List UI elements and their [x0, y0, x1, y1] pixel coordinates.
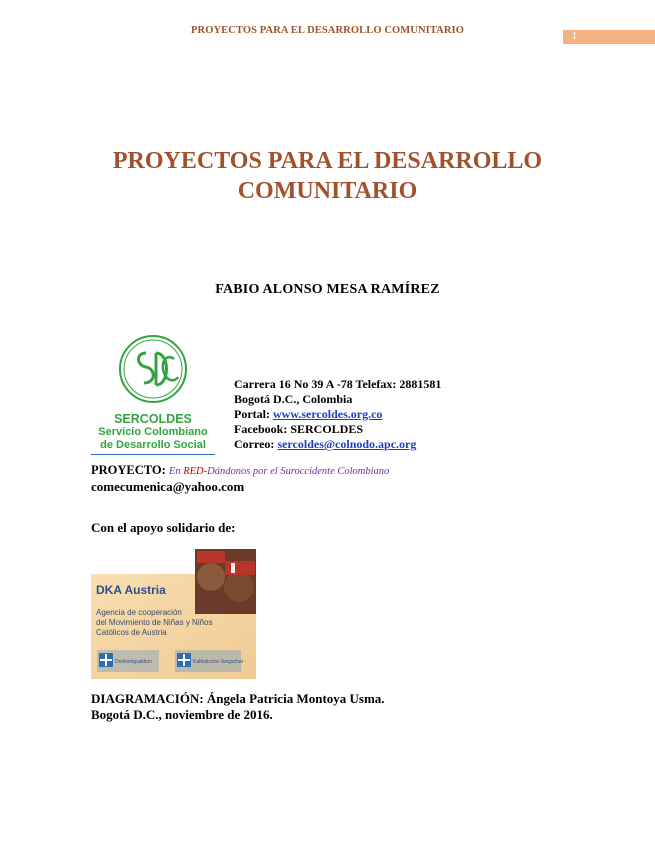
logo-name: SERCOLDES — [114, 412, 192, 426]
facebook-line: Facebook: SERCOLDES — [234, 422, 364, 436]
title-line-2: COMUNITARIO — [237, 178, 418, 204]
author-name: FABIO ALONSO MESA RAMÍREZ — [215, 282, 440, 297]
mail-label: Correo: — [234, 437, 275, 451]
dka-banner-image — [91, 549, 256, 679]
document-title — [60, 146, 595, 206]
mail-link[interactable]: sercoldes@colnodo.apc.org — [277, 437, 417, 451]
tagline-suffix: -Dándonos por el Suroccidente Colombiano — [203, 466, 390, 477]
portal-link[interactable]: www.sercoldes.org.co — [272, 407, 383, 421]
dka-badge-2: Katholische Jungschar — [193, 659, 244, 665]
support-label: Con el apoyo solidario de: — [91, 520, 236, 535]
city: Bogotá D.C., Colombia — [234, 392, 353, 406]
dka-desc-2: del Movimiento de Niñas y Niños — [96, 618, 213, 627]
mail-line — [234, 437, 441, 452]
logo-line-1: Servicio Colombiano — [98, 426, 208, 438]
portal-line — [234, 407, 441, 422]
project-email: comecumenica@yahoo.com — [91, 479, 245, 494]
dka-austria-logo — [91, 549, 256, 679]
logo-underline — [91, 454, 215, 455]
title-line-1: PROYECTOS PARA EL DESARROLLO — [112, 148, 543, 174]
logo-line-2: de Desarrollo Social — [100, 439, 206, 451]
portal-label: Portal: — [234, 407, 270, 421]
tagline-red: RED — [183, 466, 204, 477]
credits — [91, 691, 385, 723]
contact-block — [234, 377, 441, 452]
diagramming-credit: DIAGRAMACIÓN: Ángela Patricia Montoya Usma. — [91, 691, 385, 706]
dka-badge-1: Dreikönigsaktion — [115, 659, 152, 665]
dka-desc-1: Agencia de cooperación — [96, 608, 182, 617]
running-header: PROYECTOS PARA EL DESARROLLO COMUNITARIO — [191, 25, 464, 36]
project-label: PROYECTO: — [91, 463, 166, 477]
sercoldes-logo — [88, 333, 218, 455]
sercoldes-emblem-icon — [88, 333, 218, 405]
project-tagline — [169, 466, 389, 477]
project-line — [91, 463, 389, 479]
street-address: Carrera 16 No 39 A -78 Telefax: 2881581 — [234, 377, 442, 391]
tagline-prefix: En — [168, 466, 184, 477]
page-number: 1 — [563, 30, 655, 44]
dka-title: DKA Austria — [96, 583, 166, 597]
dka-desc-3: Católicos de Austria — [96, 628, 167, 637]
publication-date: Bogotá D.C., noviembre de 2016. — [91, 707, 273, 722]
